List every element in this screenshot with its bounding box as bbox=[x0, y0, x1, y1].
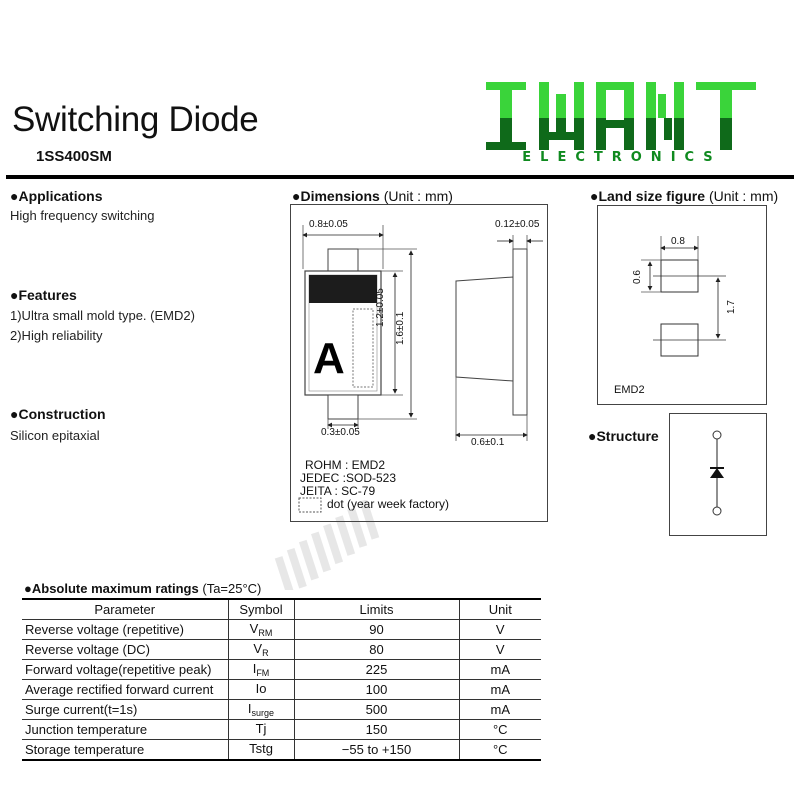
cell-limit: 90 bbox=[294, 620, 459, 640]
cell-symbol: Tj bbox=[228, 720, 294, 740]
bullet-icon: ● bbox=[590, 188, 599, 204]
cell-parameter: Junction temperature bbox=[22, 720, 228, 740]
feature-item: 2)High reliability bbox=[10, 328, 103, 343]
table-row bbox=[22, 660, 541, 680]
package-code-jeita: JEITA : SC-79 bbox=[300, 484, 376, 498]
cell-unit: °C bbox=[459, 740, 541, 761]
construction-heading: ●Construction bbox=[10, 406, 106, 422]
table-row bbox=[22, 700, 541, 720]
table-row bbox=[22, 740, 541, 761]
cell-parameter: Storage temperature bbox=[22, 740, 228, 761]
cell-parameter: Average rectified forward current bbox=[22, 680, 228, 700]
dimensions-drawing bbox=[290, 204, 548, 522]
dim-body-length-label: 1.2±0.05 bbox=[375, 288, 386, 327]
table-header-row bbox=[22, 599, 541, 620]
dot-legend: dot (year week factory) bbox=[327, 497, 450, 511]
cell-limit: 500 bbox=[294, 700, 459, 720]
cell-symbol: Tstg bbox=[228, 740, 294, 761]
cell-limit: 225 bbox=[294, 660, 459, 680]
logo-subtitle: ELECTRONICS bbox=[522, 150, 722, 165]
col-header-limits: Limits bbox=[294, 599, 459, 620]
applications-text: High frequency switching bbox=[10, 208, 155, 223]
structure-heading: ●Structure bbox=[588, 428, 659, 444]
watermark-icon bbox=[265, 497, 465, 590]
dim-lead-thickness-label: 0.12±0.05 bbox=[495, 219, 540, 230]
pad-width-label: 0.8 bbox=[671, 236, 685, 247]
cell-unit: V bbox=[459, 620, 541, 640]
features-heading: ●Features bbox=[10, 287, 77, 303]
pad-height-label: 0.6 bbox=[632, 270, 643, 284]
table-row bbox=[22, 640, 541, 660]
page-title: Switching Diode bbox=[12, 100, 259, 139]
land-package-label: EMD2 bbox=[614, 384, 645, 396]
construction-text: Silicon epitaxial bbox=[10, 428, 100, 443]
bullet-icon: ● bbox=[10, 188, 19, 204]
pad-pitch-label: 1.7 bbox=[726, 300, 737, 314]
ratings-table-wrap bbox=[22, 598, 541, 761]
bullet-icon: ● bbox=[292, 188, 301, 204]
land-size-figure bbox=[597, 205, 767, 405]
package-code-jedec: JEDEC :SOD-523 bbox=[300, 471, 397, 485]
cell-parameter: Reverse voltage (repetitive) bbox=[22, 620, 228, 640]
col-header-parameter: Parameter bbox=[22, 599, 228, 620]
table-row bbox=[22, 720, 541, 740]
watermark-logo bbox=[265, 497, 465, 595]
ratings-heading: ●Absolute maximum ratings (Ta=25°C) bbox=[24, 581, 262, 596]
cell-symbol: $I_{surge}$ bbox=[228, 700, 294, 720]
cell-limit: 150 bbox=[294, 720, 459, 740]
part-number: 1SS400SM bbox=[36, 148, 112, 165]
package-code-rohm: ROHM : EMD2 bbox=[305, 458, 386, 472]
land-size-heading: ●Land size figure (Unit : mm) bbox=[590, 188, 779, 204]
diode-symbol-icon bbox=[670, 414, 766, 535]
cell-symbol: $V_R$ bbox=[228, 640, 294, 660]
feature-item: 1)Ultra small mold type. (EMD2) bbox=[10, 308, 195, 323]
ratings-table bbox=[22, 598, 541, 761]
dimensions-heading: ●Dimensions (Unit : mm) bbox=[292, 188, 453, 204]
cell-unit: mA bbox=[459, 700, 541, 720]
applications-heading: ●Applications bbox=[10, 188, 103, 204]
cell-limit: 100 bbox=[294, 680, 459, 700]
dim-height-label: 0.6±0.1 bbox=[471, 437, 505, 448]
dim-total-length-label: 1.6±0.1 bbox=[395, 311, 406, 345]
cell-unit: V bbox=[459, 640, 541, 660]
cell-unit: mA bbox=[459, 680, 541, 700]
dim-lead-width-label: 0.3±0.05 bbox=[321, 427, 360, 438]
marking-code: A bbox=[313, 334, 345, 383]
table-row bbox=[22, 620, 541, 640]
cell-parameter: Surge current(t=1s) bbox=[22, 700, 228, 720]
cell-unit: °C bbox=[459, 720, 541, 740]
cell-limit: −55 to +150 bbox=[294, 740, 459, 761]
header-divider bbox=[6, 175, 794, 179]
cell-symbol: $I_{FM}$ bbox=[228, 660, 294, 680]
col-header-symbol: Symbol bbox=[228, 599, 294, 620]
logo-letters-icon bbox=[486, 82, 756, 150]
cell-parameter: Forward voltage(repetitive peak) bbox=[22, 660, 228, 680]
bullet-icon: ● bbox=[10, 406, 19, 422]
cell-parameter: Reverse voltage (DC) bbox=[22, 640, 228, 660]
table-row bbox=[22, 680, 541, 700]
cell-symbol: $V_{RM}$ bbox=[228, 620, 294, 640]
cell-symbol: Io bbox=[228, 680, 294, 700]
bullet-icon: ● bbox=[24, 581, 32, 596]
bullet-icon: ● bbox=[10, 287, 19, 303]
col-header-unit: Unit bbox=[459, 599, 541, 620]
cell-unit: mA bbox=[459, 660, 541, 680]
cell-limit: 80 bbox=[294, 640, 459, 660]
bullet-icon: ● bbox=[588, 428, 597, 444]
structure-figure bbox=[669, 413, 767, 536]
iwant-electronics-logo bbox=[484, 80, 760, 165]
dim-width-label: 0.8±0.05 bbox=[309, 219, 348, 230]
